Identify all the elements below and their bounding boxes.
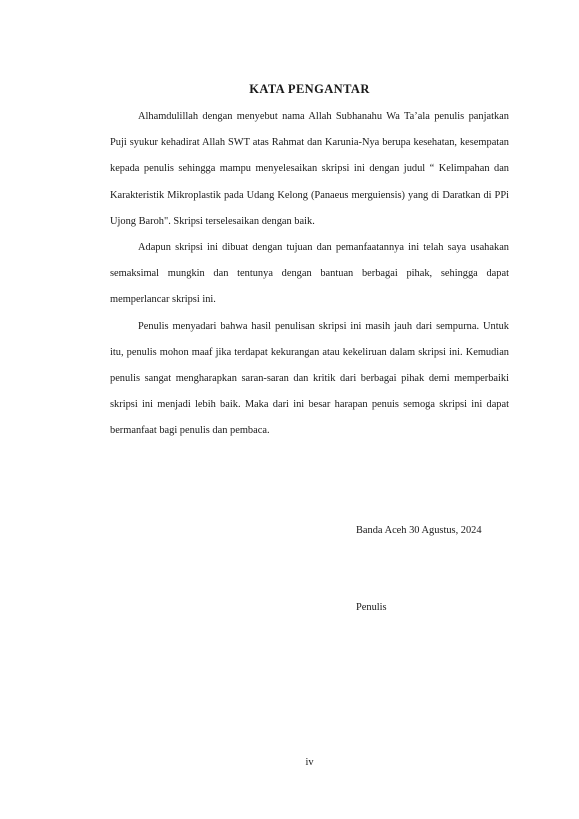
body-text — [110, 104, 509, 445]
place-date: Banda Aceh 30 Agustus, 2024 — [356, 525, 482, 536]
paragraph-3: Penulis menyadari bahwa hasil penulisan skripsi ini masih jauh dari sempurna. Untuk itu, penulis mohon maaf jika terdapat kekurangan atau kekeliruan dalam skripsi ini. Kemudian penulis sangat mengharapkan saran-saran dan kritik dari berbagai pihak demi memperbaiki skripsi ini menjadi lebih baik. Maka dari ini besar harapan penuis semoga skripsi ini dapat bermanfaat bagi penulis dan pembaca. — [110, 320, 509, 437]
paragraph-2: Adapun skripsi ini dibuat dengan tujuan dan pemanfaatannya ini telah saya usahakan semaksimal mungkin dan tentunya dengan bantuan berbagai pihak, sehingga dapat memperlancar skripsi ini. — [110, 242, 509, 306]
signature: Penulis — [356, 602, 387, 613]
paragraph-1: Alhamdulillah dengan menyebut nama Allah Subhanahu Wa Ta’ala penulis panjatkan Puji syukur kehadirat Allah SWT atas Rahmat dan Karunia-Nya berupa kesehatan, kesempatan kepada penulis sehingga mampu menyelesaikan skripsi ini dengan judul “ Kelimpahan dan Karakteristik Mikroplastik pada Udang Kelong (Panaeus merguiensis) yang di Daratkan di PPi Ujong Baroh". Skripsi terselesaikan dengan baik. — [110, 111, 509, 227]
page-title: KATA PENGANTAR — [249, 82, 370, 96]
page-number: iv — [305, 757, 314, 768]
